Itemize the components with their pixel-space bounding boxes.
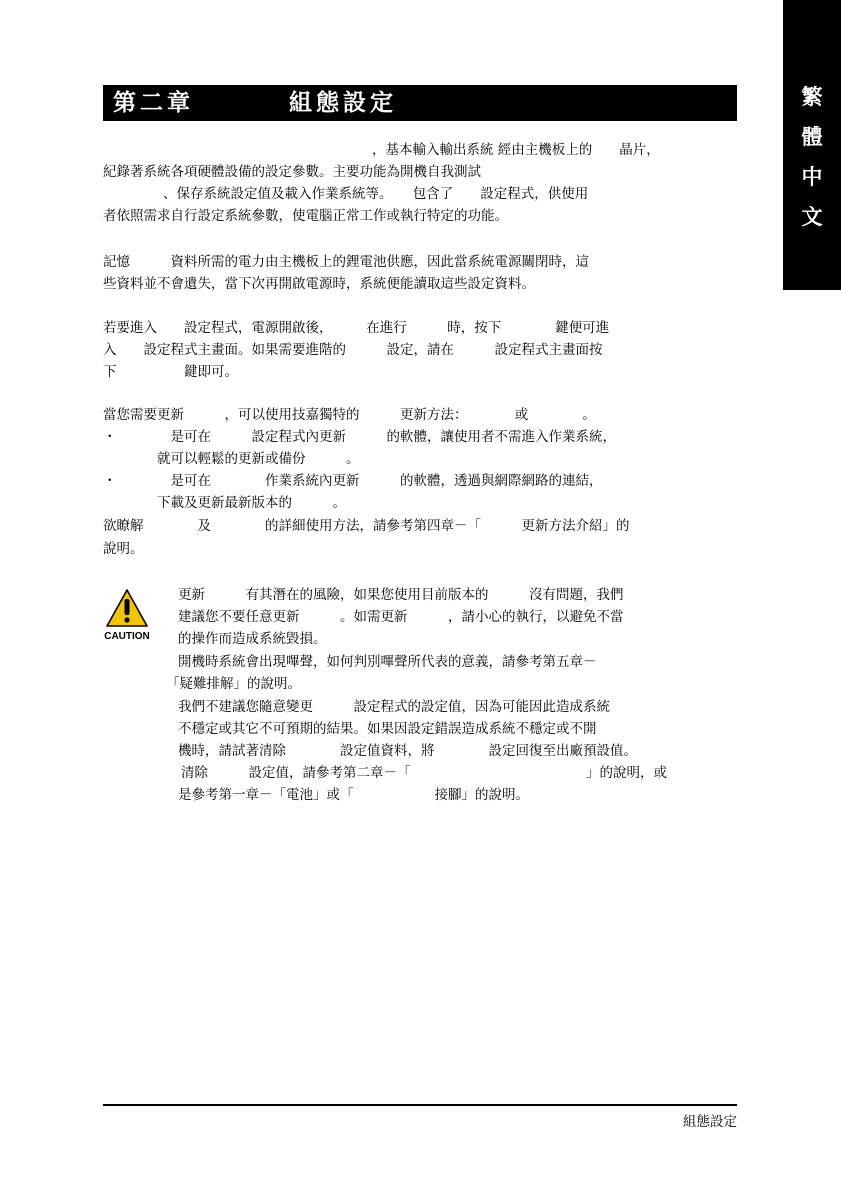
side-tab-char: 繁 [801, 84, 823, 109]
paragraph-line: 下 鍵即可。 [103, 364, 238, 380]
caution-line: 建議您不要任意更新 。如需更新 ，請小心的執行，以避免不當 [178, 609, 624, 625]
paragraph-line: ，基本輸入輸出系統 經由主機板上的 晶片， [372, 142, 660, 158]
list-item-windows-utility: ・ 是可在 作業系統內更新 的軟體，透過與網際網路的連結， [103, 473, 603, 489]
language-side-tab [783, 0, 841, 290]
footer-section-title: 組態設定 [683, 1114, 737, 1130]
list-item-continuation: 就可以輕鬆的更新或備份 。 [103, 451, 360, 467]
caution-line: 是參考第一章－「電池」或「 接腳」的說明。 [178, 787, 529, 803]
caution-line: 不穩定或其它不可預期的結果。如果因設定錯誤造成系統不穩定或不開 [178, 721, 597, 737]
list-item-flash-utility: ・ 是可在 設定程式內更新 的軟體，讓使用者不需進入作業系統， [103, 429, 616, 445]
caution-line: 我們不建議您隨意變更 設定程式的設定值，因為可能因此造成系統 [178, 699, 610, 715]
paragraph-line: 記憶 資料所需的電力由主機板上的鋰電池供應，因此當系統電源關閉時，這 [103, 254, 589, 270]
paragraph-line: 入 設定程式主畫面。如果需要進階的 設定，請在 設定程式主畫面按 [103, 342, 603, 358]
paragraph-line: 些資料並不會遺失，當下次再開啟電源時，系統便能讀取這些設定資料。 [103, 276, 535, 292]
chapter-heading [103, 85, 737, 121]
side-tab-char: 體 [801, 124, 823, 149]
side-tab-char: 中 [801, 164, 823, 189]
paragraph-line: 若要進入 設定程式，電源開啟後， 在進行 時，按下 鍵便可進 [103, 320, 610, 336]
paragraph-line: 紀錄著系統各項硬體設備的設定參數。主要功能為開機自我測試 [103, 164, 481, 180]
caution-line: 機時，請試著清除 設定值資料，將 設定回復至出廠預設值。 [178, 743, 637, 759]
caution-label: CAUTION [104, 631, 150, 642]
chapter-title: 組態設定 [289, 89, 397, 116]
side-tab-char: 文 [801, 204, 823, 229]
caution-line: 清除 設定值，請參考第二章－「 」的說明，或 [181, 765, 667, 781]
caution-line: 更新 有其潛在的風險，如果您使用目前版本的 沒有問題，我們 [178, 587, 624, 603]
paragraph-line: 、保存系統設定值及載入作業系統等。 包含了 設定程式，供使用 [163, 186, 589, 202]
caution-line: 的操作而造成系統毀損。 [178, 631, 327, 647]
paragraph-line: 當您需要更新 ，可以使用技嘉獨特的 更新方法： 或 。 [103, 407, 596, 423]
caution-line: 開機時系統會出現嗶聲，如何判別嗶聲所代表的意義，請參考第五章－ [178, 654, 597, 670]
footer-divider [103, 1104, 737, 1106]
paragraph-line: 者依照需求自行設定系統參數，使電腦正常工作或執行特定的功能。 [103, 208, 508, 224]
caution-line: 「疑難排解」的說明。 [166, 676, 301, 692]
chapter-number: 第二章 [113, 89, 194, 116]
caution-icon [103, 588, 151, 644]
paragraph-line: 說明。 [103, 541, 144, 557]
paragraph-line: 欲瞭解 及 的詳細使用方法，請參考第四章－「 更新方法介紹」的 [103, 518, 630, 534]
list-item-continuation: 下載及更新最新版本的 。 [103, 495, 346, 511]
